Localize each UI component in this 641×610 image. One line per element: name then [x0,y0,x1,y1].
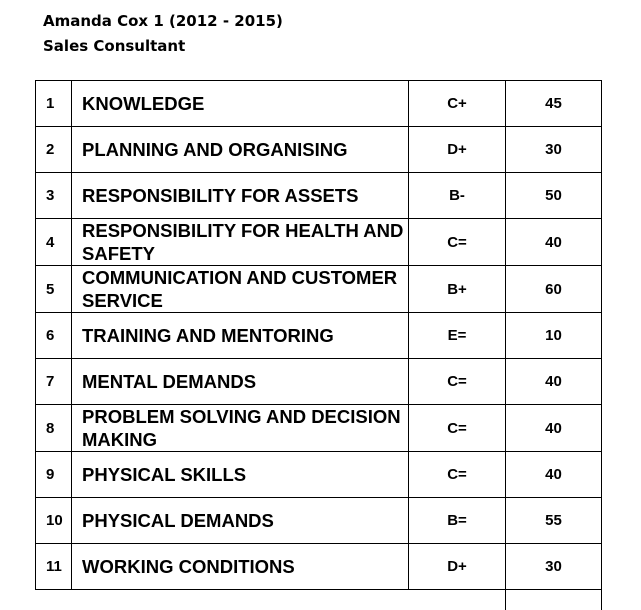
factor-number: 1 [36,81,72,127]
factor-name: PLANNING AND ORGANISING [72,127,409,173]
factor-name: RESPONSIBILITY FOR ASSETS [72,173,409,219]
factor-score: 30 [506,127,602,173]
factor-grade: C= [409,405,506,452]
job-evaluation-table [35,80,602,610]
factor-grade: C+ [409,81,506,127]
factor-name: RESPONSIBILITY FOR HEALTH AND SAFETY [72,219,409,266]
table-row [36,266,602,313]
factor-name: PHYSICAL SKILLS [72,452,409,498]
factor-score: 10 [506,313,602,359]
factor-name: TRAINING AND MENTORING [72,313,409,359]
table-row [36,498,602,544]
factor-score: 30 [506,544,602,590]
factor-name: PROBLEM SOLVING AND DECISION MAKING [72,405,409,452]
factor-grade: B= [409,498,506,544]
factor-grade: C= [409,452,506,498]
factor-grade: E= [409,313,506,359]
factor-grade: B+ [409,266,506,313]
factor-number: 6 [36,313,72,359]
factor-score: 40 [506,452,602,498]
factor-number: 4 [36,219,72,266]
document-header [43,9,283,59]
factor-number: 3 [36,173,72,219]
factor-score: 40 [506,405,602,452]
job-title: Sales Consultant [43,34,283,59]
table-row [36,452,602,498]
table-row [36,127,602,173]
factor-number: 2 [36,127,72,173]
table-row [36,219,602,266]
factor-number: 5 [36,266,72,313]
factor-number: 9 [36,452,72,498]
factor-score: 40 [506,359,602,405]
factor-grade: D+ [409,544,506,590]
factor-name: WORKING CONDITIONS [72,544,409,590]
factor-score: 55 [506,498,602,544]
factor-name: MENTAL DEMANDS [72,359,409,405]
factor-score: 50 [506,173,602,219]
factor-number: 10 [36,498,72,544]
table-row [36,81,602,127]
factor-name: PHYSICAL DEMANDS [72,498,409,544]
factor-number: 8 [36,405,72,452]
table-row [36,313,602,359]
table-row [36,359,602,405]
factor-score: 60 [506,266,602,313]
table-row [36,544,602,590]
factor-grade: D+ [409,127,506,173]
factor-number: 11 [36,544,72,590]
factor-grade: C= [409,219,506,266]
factor-grade: C= [409,359,506,405]
factor-number: 7 [36,359,72,405]
factor-name: KNOWLEDGE [72,81,409,127]
factor-score: 40 [506,219,602,266]
table-row [36,405,602,452]
factor-score: 45 [506,81,602,127]
factor-grade: B- [409,173,506,219]
factor-name: COMMUNICATION AND CUSTOMER SERVICE [72,266,409,313]
table-row [36,173,602,219]
employee-name-period: Amanda Cox 1 (2012 - 2015) [43,9,283,34]
